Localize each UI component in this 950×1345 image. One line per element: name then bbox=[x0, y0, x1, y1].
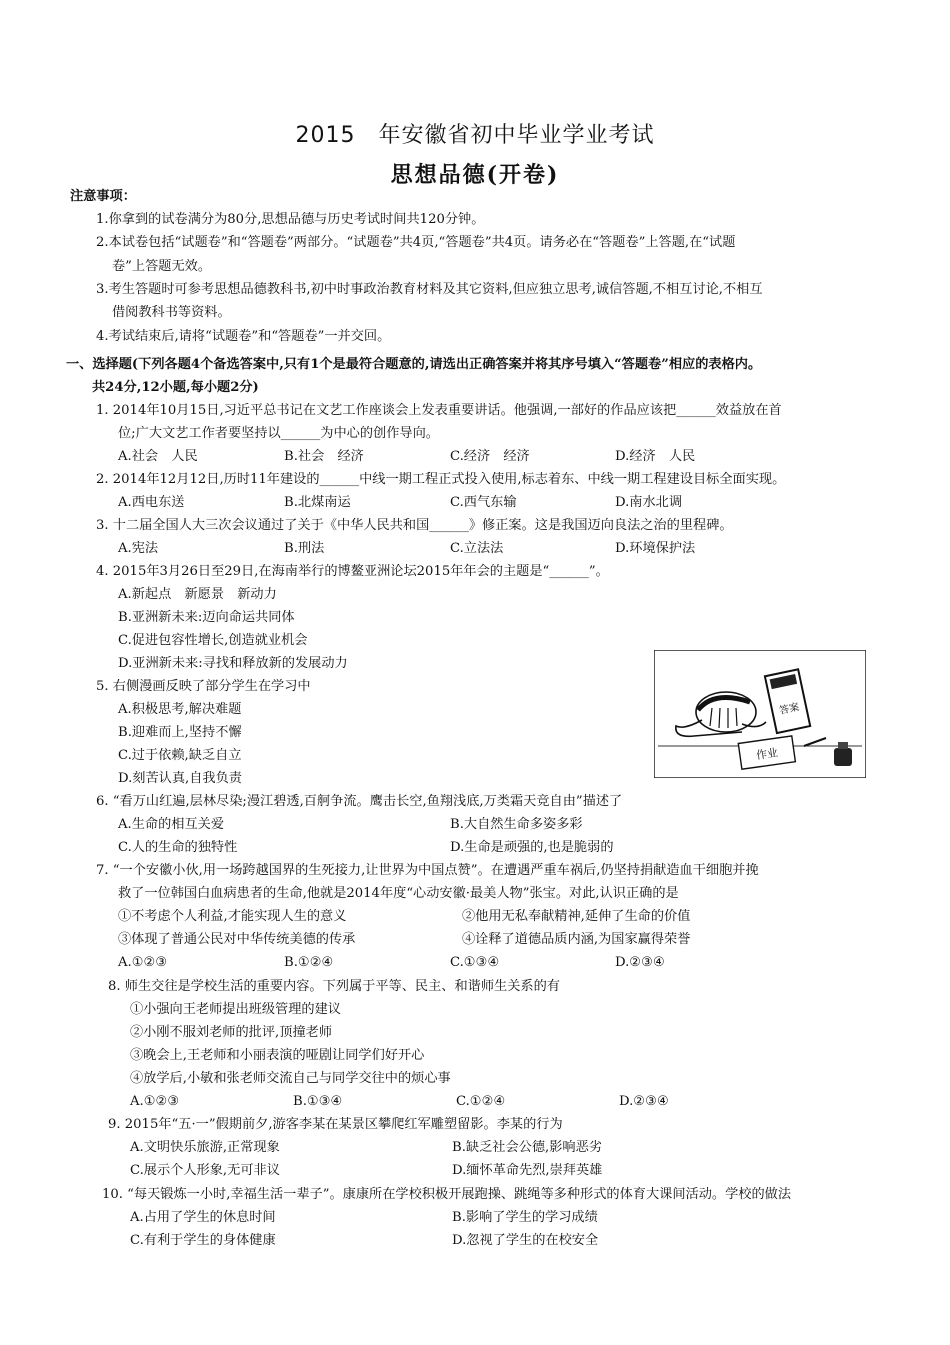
option: C.西气东输 bbox=[450, 495, 517, 510]
option: B.迎难而上,坚持不懈 bbox=[118, 725, 242, 740]
option: C.促进包容性增长,创造就业机会 bbox=[118, 633, 308, 648]
question-9: 9. 2015年“五·一”假期前夕,游客李某在某景区攀爬红军雕塑留影。李某的行为 bbox=[108, 1117, 563, 1132]
option: C.展示个人形象,无可非议 bbox=[130, 1163, 280, 1178]
question-1: 1. 2014年10月15日,习近平总书记在文艺工作座谈会上发表重要讲话。他强调,一部好的作品应该把______效益放在首 bbox=[96, 403, 782, 418]
statement: ③体现了普通公民对中华传统美德的传承 bbox=[118, 932, 356, 947]
option: B.①③④ bbox=[293, 1094, 343, 1109]
option: A.①②③ bbox=[130, 1094, 180, 1109]
option: B.北煤南运 bbox=[284, 495, 351, 510]
statement: ②他用无私奉献精神,延伸了生命的价值 bbox=[462, 909, 691, 924]
option: D.环境保护法 bbox=[615, 541, 696, 556]
option: D.南水北调 bbox=[615, 495, 683, 510]
subject-title: 思想品德(开卷) bbox=[390, 162, 560, 188]
question-5: 5. 右侧漫画反映了部分学生在学习中 bbox=[96, 679, 311, 694]
option: D.生命是顽强的,也是脆弱的 bbox=[450, 840, 614, 855]
option: D.经济 人民 bbox=[615, 449, 696, 464]
option: C.过于依赖,缺乏自立 bbox=[118, 748, 242, 763]
option: A.宪法 bbox=[118, 541, 159, 556]
exam-title: 2015 年安徽省初中毕业学业考试 bbox=[295, 123, 655, 148]
option: D.亚洲新未来:寻找和释放新的发展动力 bbox=[118, 656, 348, 671]
statement: ③晚会上,王老师和小丽表演的哑剧让同学们好开心 bbox=[130, 1048, 425, 1063]
option: B.缺乏社会公德,影响恶劣 bbox=[452, 1140, 602, 1155]
statement: ④放学后,小敏和张老师交流自己与同学交往中的烦心事 bbox=[130, 1071, 451, 1086]
option: B.影响了学生的学习成绩 bbox=[452, 1210, 598, 1225]
option: C.经济 经济 bbox=[450, 449, 530, 464]
option: D.②③④ bbox=[615, 955, 665, 970]
question-1-cont: 位;广大文艺工作者要坚持以______为中心的创作导向。 bbox=[118, 426, 439, 441]
cartoon-label-homework: 作业 bbox=[755, 746, 779, 763]
option: C.有利于学生的身体健康 bbox=[130, 1233, 276, 1248]
statement: ②小刚不服刘老师的批评,顶撞老师 bbox=[130, 1025, 333, 1040]
option: C.①②④ bbox=[456, 1094, 506, 1109]
question-10: 10. “每天锻炼一小时,幸福生活一辈子”。康康所在学校积极开展跑操、跳绳等多种形式的体育大课间活动。学校的做法 bbox=[102, 1187, 792, 1202]
note-line: 2.本试卷包括“试题卷”和“答题卷”两部分。“试题卷”共4页,“答题卷”共4页。请务必在“答题卷”上答题,在“试题 bbox=[96, 235, 736, 250]
option: D.缅怀革命先烈,崇拜英雄 bbox=[452, 1163, 603, 1178]
option: D.刻苦认真,自我负责 bbox=[118, 771, 242, 786]
option: C.立法法 bbox=[450, 541, 504, 556]
note-line: 3.考生答题时可参考思想品德教科书,初中时事政治教育材料及其它资料,但应独立思考,诚信答题,不相互讨论,不相互 bbox=[96, 282, 763, 297]
question-8: 8. 师生交往是学校生活的重要内容。下列属于平等、民主、和谐师生关系的有 bbox=[108, 979, 560, 994]
question-6: 6. “看万山红遍,层林尽染;漫江碧透,百舸争流。鹰击长空,鱼翔浅底,万类霜天竞自由”描述了 bbox=[96, 794, 623, 809]
option: A.占用了学生的休息时间 bbox=[130, 1210, 276, 1225]
statement: ①不考虑个人利益,才能实现人生的意义 bbox=[118, 909, 347, 924]
question-7-cont: 救了一位韩国白血病患者的生命,他就是2014年度“心动安徽·最美人物”张宝。对此,认识正确的是 bbox=[118, 886, 679, 901]
option: A.社会 人民 bbox=[118, 449, 198, 464]
option: C.人的生命的独特性 bbox=[118, 840, 238, 855]
cartoon-label-answer: 答案 bbox=[778, 702, 801, 717]
option: A.西电东送 bbox=[118, 495, 185, 510]
statement: ④诠释了道德品质内涵,为国家赢得荣誉 bbox=[462, 932, 691, 947]
option: B.①②④ bbox=[284, 955, 334, 970]
section-heading: 一、选择题(下列各题4个备选答案中,只有1个是最符合题意的,请选出正确答案并将其序号填入“答题卷”相应的表格内。 bbox=[66, 357, 762, 372]
option: B.刑法 bbox=[284, 541, 325, 556]
option: D.②③④ bbox=[619, 1094, 669, 1109]
option: B.社会 经济 bbox=[284, 449, 364, 464]
question-4: 4. 2015年3月26日至29日,在海南举行的博鳌亚洲论坛2015年年会的主题是“______”。 bbox=[96, 564, 609, 579]
question-2: 2. 2014年12月12日,历时11年建设的______中线一期工程正式投入使用,标志着东、中线一期工程建设目标全面实现。 bbox=[96, 472, 786, 487]
cartoon-image bbox=[654, 650, 866, 778]
option: A.文明快乐旅游,正常现象 bbox=[130, 1140, 280, 1155]
option: A.积极思考,解决难题 bbox=[118, 702, 242, 717]
note-line: 1.你拿到的试卷满分为80分,思想品德与历史考试时间共120分钟。 bbox=[96, 212, 485, 227]
statement: ①小强向王老师提出班级管理的建议 bbox=[130, 1002, 341, 1017]
question-3: 3. 十二届全国人大三次会议通过了关于《中华人民共和国______》修正案。这是我国迈向良法之治的里程碑。 bbox=[96, 518, 733, 533]
note-line: 4.考试结束后,请将“试题卷”和“答题卷”一并交回。 bbox=[96, 329, 391, 344]
option: C.①③④ bbox=[450, 955, 500, 970]
notes-heading: 注意事项： bbox=[70, 189, 136, 204]
note-line: 借阅教科书等资料。 bbox=[112, 305, 231, 320]
option: B.大自然生命多姿多彩 bbox=[450, 817, 583, 832]
option: A.生命的相互关爱 bbox=[118, 817, 225, 832]
option: A.新起点 新愿景 新动力 bbox=[118, 587, 277, 602]
question-7: 7. “一个安徽小伙,用一场跨越国界的生死接力,让世界为中国点赞”。在遭遇严重车祸后,仍坚持捐献造血干细胞并挽 bbox=[96, 863, 759, 878]
option: A.①②③ bbox=[118, 955, 168, 970]
note-line: 卷”上答题无效。 bbox=[112, 259, 212, 274]
section-heading-cont: 共24分,12小题,每小题2分) bbox=[92, 380, 259, 395]
option: B.亚洲新未来:迈向命运共同体 bbox=[118, 610, 295, 625]
option: D.忽视了学生的在校安全 bbox=[452, 1233, 599, 1248]
